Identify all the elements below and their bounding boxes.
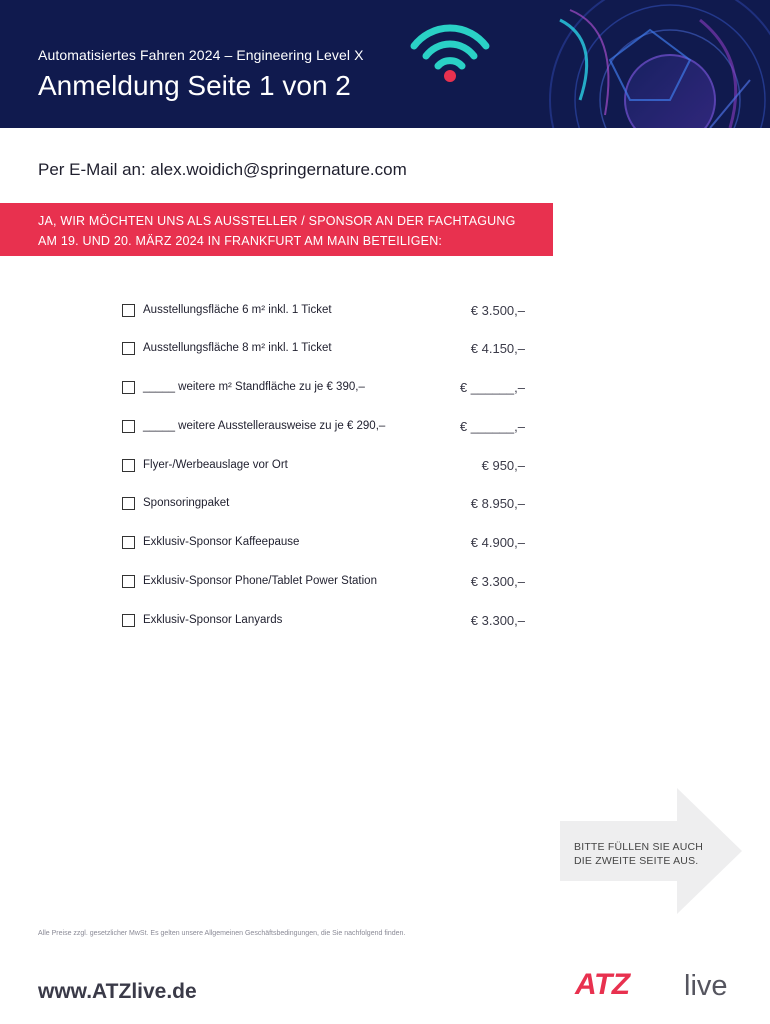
item-price: € 4.900,–: [470, 535, 525, 550]
checkbox[interactable]: [122, 575, 135, 588]
checkbox[interactable]: [122, 381, 135, 394]
header-decoration-graphic: [370, 0, 770, 128]
checkbox[interactable]: [122, 459, 135, 472]
list-item: [122, 574, 525, 594]
item-price: € 4.150,–: [470, 341, 525, 356]
page-title: Anmeldung Seite 1 von 2: [38, 70, 351, 101]
list-item: [122, 380, 525, 400]
list-item: [122, 303, 525, 323]
checkbox[interactable]: [122, 536, 135, 549]
item-price: € 3.300,–: [470, 574, 525, 589]
banner-line-2: AM 19. UND 20. MÄRZ 2024 IN FRANKFURT AM MAIN BETEILIGEN:: [38, 234, 443, 248]
list-item: [122, 341, 525, 361]
item-label: Flyer-/Werbeauslage vor Ort: [143, 459, 288, 471]
item-label: Sponsoringpaket: [143, 497, 230, 509]
list-item: [122, 613, 525, 633]
item-price: € 950,–: [481, 458, 525, 473]
continue-note-line-2: DIE ZWEITE SEITE AUS.: [574, 855, 699, 867]
item-label: Exklusiv-Sponsor Lanyards: [143, 614, 283, 626]
logo-brand: ATZ: [575, 968, 630, 1001]
checkbox[interactable]: [122, 304, 135, 317]
item-price: € 3.300,–: [470, 613, 525, 628]
header-banner: [0, 0, 770, 128]
checkbox[interactable]: [122, 420, 135, 433]
item-label: Exklusiv-Sponsor Phone/Tablet Power Station: [143, 575, 377, 587]
registration-banner: [0, 203, 553, 256]
list-item: [122, 419, 525, 439]
continue-note-line-1: BITTE FÜLLEN SIE AUCH: [574, 841, 704, 853]
logo-suffix: live: [684, 970, 728, 1002]
item-price: € ______,–: [459, 419, 525, 434]
item-label: _____ weitere m² Standfläche zu je € 390,–: [143, 381, 365, 393]
checkbox[interactable]: [122, 342, 135, 355]
item-label: Ausstellungsfläche 8 m² inkl. 1 Ticket: [143, 342, 332, 354]
price-disclaimer: Alle Preise zzgl. gesetzlicher MwSt. Es gelten unsere Allgemeinen Geschäftsbedingungen, die Sie nachfolgend finden.: [38, 930, 406, 937]
list-item: [122, 535, 525, 555]
continue-note: [574, 840, 703, 868]
checkbox[interactable]: [122, 614, 135, 627]
website-link[interactable]: www.ATZlive.de: [38, 980, 197, 1003]
banner-line-1: JA, WIR MÖCHTEN UNS ALS AUSSTELLER / SPONSOR AN DER FACHTAGUNG: [38, 214, 516, 228]
item-label: Ausstellungsfläche 6 m² inkl. 1 Ticket: [143, 304, 332, 316]
item-price: € ______,–: [459, 380, 525, 395]
list-item: [122, 496, 525, 516]
item-label: _____ weitere Ausstellerausweise zu je € 290,–: [143, 420, 386, 432]
item-price: € 8.950,–: [470, 496, 525, 511]
email-line: Per E-Mail an: alex.woidich@springernature.com: [38, 160, 407, 179]
list-item: [122, 458, 525, 478]
item-label: Exklusiv-Sponsor Kaffeepause: [143, 536, 300, 548]
item-price: € 3.500,–: [470, 303, 525, 318]
checkbox[interactable]: [122, 497, 135, 510]
event-subtitle: Automatisiertes Fahren 2024 – Engineering Level X: [38, 47, 364, 63]
